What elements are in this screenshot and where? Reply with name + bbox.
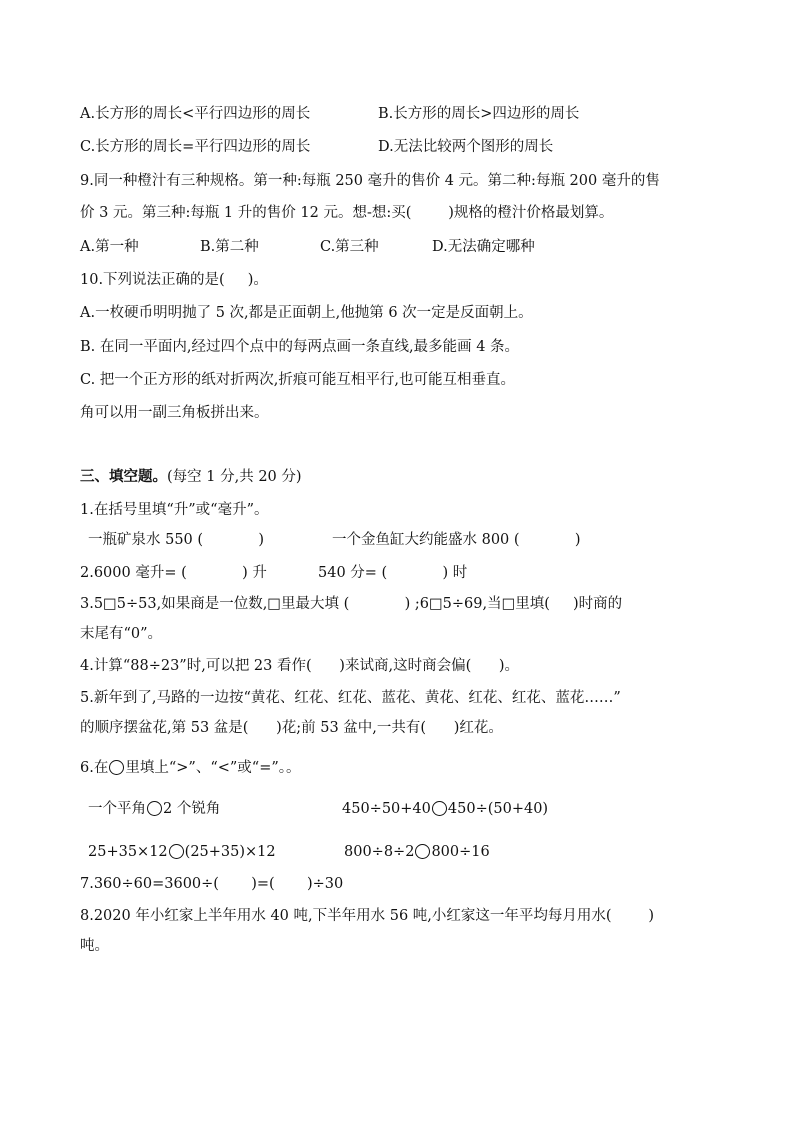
q10-option-c: C. 把一个正方形的纸对折两次,折痕可能互相平行,也可能互相垂直。 bbox=[80, 372, 516, 388]
fill-q5-line-1: 5.新年到了,马路的一边按“黄花、红花、红花、蓝花、黄花、红花、红花、蓝花……” bbox=[80, 690, 621, 706]
compare-right: 2 个锐角 bbox=[163, 801, 221, 817]
fill-q1: 1.在括号里填“升”或“毫升”。 bbox=[80, 502, 269, 518]
q9-option-c: C.第三种 bbox=[320, 239, 379, 255]
q10-option-a: A.一枚硬币明明抛了 5 次,都是正面朝上,他抛第 6 次一定是反面朝上。 bbox=[80, 305, 533, 321]
q8-option-b: B.长方形的周长>四边形的周长 bbox=[378, 106, 580, 122]
section-3-note: (每空 1 分,共 20 分) bbox=[167, 469, 302, 485]
circle-icon[interactable] bbox=[415, 844, 430, 859]
fill-q4: 4.计算“88÷23”时,可以把 23 看作( )来试商,这时商会偏( )。 bbox=[80, 658, 520, 674]
fill-q6-post: 里填上“>”、“<”或“=”。。 bbox=[125, 760, 301, 776]
q8-option-d: D.无法比较两个图形的周长 bbox=[378, 139, 554, 155]
compare-right: (25+35)×12 bbox=[184, 844, 276, 860]
q10-option-b: B. 在同一平面内,经过四个点中的每两点画一条直线,最多能画 4 条。 bbox=[80, 339, 520, 355]
compare-right: 450÷(50+40) bbox=[447, 801, 549, 817]
q9-option-a: A.第一种 bbox=[80, 239, 139, 255]
compare-left: 25+35×12 bbox=[88, 844, 168, 860]
fill-q7: 7.360÷60=3600÷( )=( )÷30 bbox=[80, 876, 344, 892]
fill-q2-a: 2.6000 毫升= ( ) 升 bbox=[80, 565, 267, 581]
fill-q3-line-2: 末尾有“0”。 bbox=[80, 626, 163, 642]
fill-q6-b bbox=[342, 799, 548, 819]
compare-left: 800÷8÷2 bbox=[344, 844, 415, 860]
fill-q6-c bbox=[88, 842, 276, 862]
q10-extra-line: 角可以用一副三角板拼出来。 bbox=[80, 405, 269, 421]
fill-q8-line-2: 吨。 bbox=[80, 938, 109, 954]
compare-left: 450÷50+40 bbox=[342, 801, 431, 817]
q8-option-a: A.长方形的周长<平行四边形的周长 bbox=[80, 106, 311, 122]
section-3-heading bbox=[80, 467, 302, 487]
section-3-title: 三、填空题。 bbox=[80, 468, 167, 485]
circle-icon bbox=[109, 760, 124, 775]
fill-q8-line-1: 8.2020 年小红家上半年用水 40 吨,下半年用水 56 吨,小红家这一年平均每月用水( ) bbox=[80, 908, 655, 924]
circle-icon[interactable] bbox=[169, 844, 184, 859]
fill-q6-stem bbox=[80, 758, 301, 778]
fill-q5-line-2: 的顺序摆盆花,第 53 盆是( )花;前 53 盆中,一共有( )红花。 bbox=[80, 720, 503, 736]
fill-q1-b: 一个金鱼缸大约能盛水 800 ( ) bbox=[332, 532, 581, 548]
q9-line-1: 9.同一种橙汁有三种规格。第一种:每瓶 250 毫升的售价 4 元。第二种:每瓶 200 毫升的售 bbox=[80, 173, 660, 189]
fill-q6-a bbox=[88, 799, 220, 819]
fill-q1-a: 一瓶矿泉水 550 ( ) bbox=[88, 532, 265, 548]
q9-option-d: D.无法确定哪种 bbox=[432, 239, 535, 255]
circle-icon[interactable] bbox=[432, 801, 447, 816]
fill-q3-line-1: 3.5□5÷53,如果商是一位数,□里最大填 ( ) ;6□5÷69,当□里填( )时商的 bbox=[80, 596, 623, 612]
compare-right: 800÷16 bbox=[431, 844, 490, 860]
q10-stem: 10.下列说法正确的是( )。 bbox=[80, 272, 268, 288]
compare-left: 一个平角 bbox=[88, 801, 146, 817]
fill-q6-pre: 6.在 bbox=[80, 760, 109, 776]
q8-option-c: C.长方形的周长=平行四边形的周长 bbox=[80, 139, 311, 155]
q9-line-2: 价 3 元。第三种:每瓶 1 升的售价 12 元。想-想:买( )规格的橙汁价格最划算。 bbox=[80, 205, 614, 221]
q9-option-b: B.第二种 bbox=[200, 239, 259, 255]
fill-q6-d bbox=[344, 842, 490, 862]
fill-q2-b: 540 分= ( ) 时 bbox=[318, 565, 468, 581]
circle-icon[interactable] bbox=[147, 801, 162, 816]
